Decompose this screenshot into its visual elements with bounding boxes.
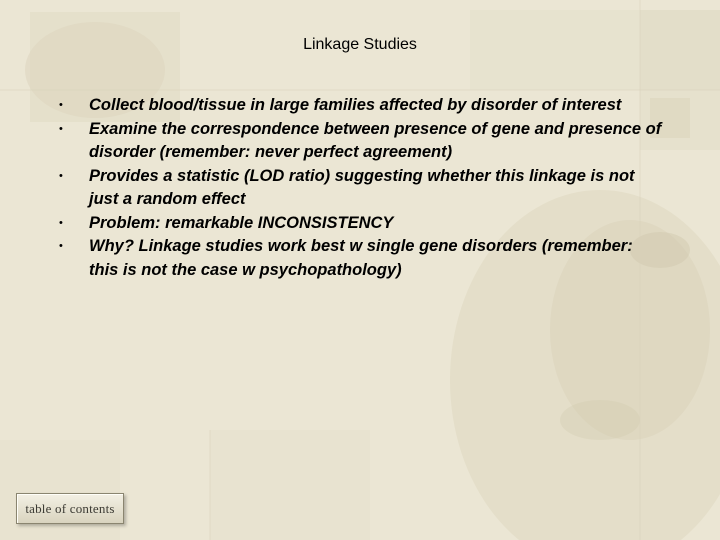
list-item	[56, 118, 666, 165]
bullet-text: Why? Linkage studies work best w single gene disorders (remember: this is not the case w psychopathology)	[89, 237, 633, 279]
bullet-marker: •	[59, 240, 63, 252]
bullet-marker: •	[59, 122, 63, 135]
table-of-contents-label: table of contents	[25, 500, 115, 516]
bullet-text: Collect blood/tissue in large families affected by disorder of interest	[89, 96, 622, 114]
bullet-marker: •	[59, 99, 63, 111]
bullet-text: Examine the correspondence between presence of gene and presence of disorder (remember: never perfect agreement)	[89, 119, 662, 161]
list-item	[56, 165, 666, 212]
bullet-marker: •	[59, 169, 63, 182]
bullet-list	[56, 94, 666, 282]
bullet-marker: •	[59, 216, 63, 229]
list-item	[56, 212, 666, 236]
list-item	[56, 94, 666, 118]
slide-title: Linkage Studies	[303, 36, 417, 53]
list-item	[56, 235, 666, 282]
bullet-text: Problem: remarkable INCONSISTENCY	[89, 213, 394, 232]
table-of-contents-button[interactable]	[16, 493, 124, 524]
bullet-text: Provides a statistic (LOD ratio) suggesting whether this linkage is not just a random effect	[89, 166, 635, 208]
